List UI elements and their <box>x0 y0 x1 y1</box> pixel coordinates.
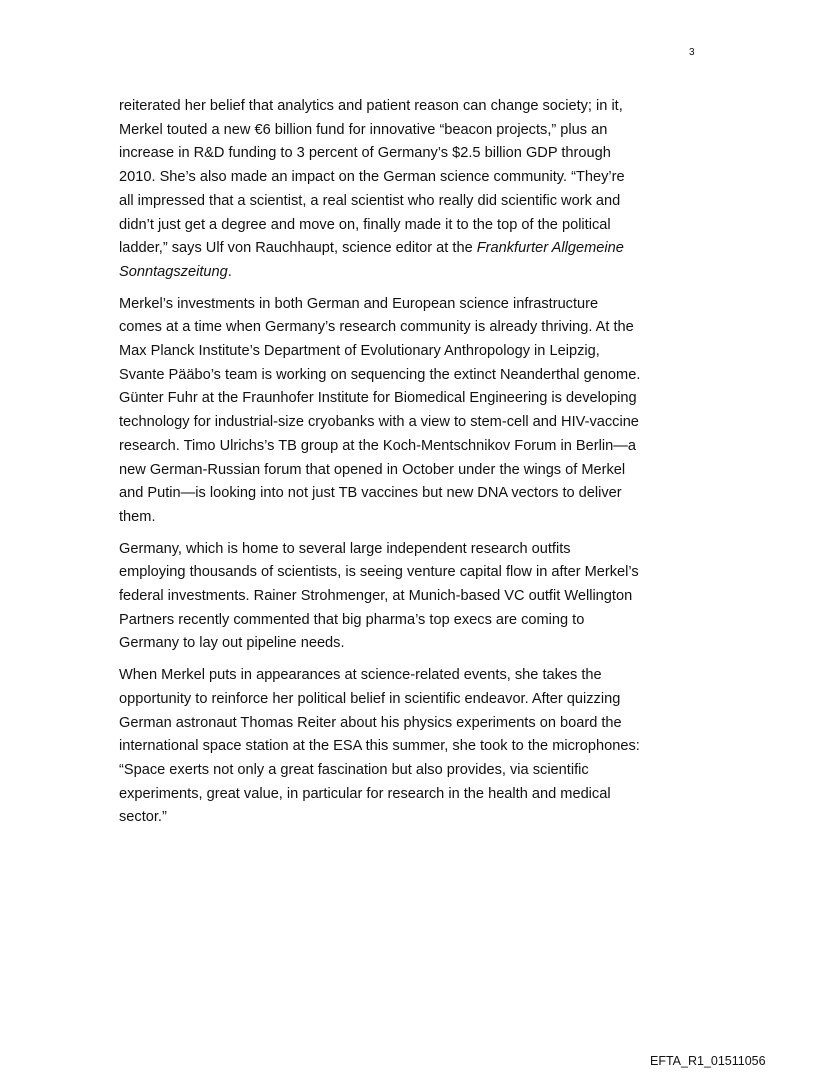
text-line <box>119 261 707 285</box>
text-line: didn’t just get a degree and move on, finally made it to the top of the political <box>119 216 611 233</box>
text-line: research. Timo Ulrichs’s TB group at the Koch-Mentschnikov Forum in Berlin—a <box>119 437 636 454</box>
text-line: Germany, which is home to several large independent research outfits <box>119 540 571 557</box>
text-line: Germany to lay out pipeline needs. <box>119 635 345 652</box>
text-line: German astronaut Thomas Reiter about his physics experiments on board the <box>119 714 622 731</box>
document-id: EFTA_R1_01511056 <box>650 1054 766 1068</box>
page-number: 3 <box>689 47 695 58</box>
text-line: “Space exerts not only a great fascination but also provides, via scientific <box>119 761 589 778</box>
text-line: and Putin—is looking into not just TB vaccines but new DNA vectors to deliver <box>119 485 622 502</box>
text-line: all impressed that a scientist, a real scientist who really did scientific work and <box>119 192 621 209</box>
text-line: experiments, great value, in particular for research in the health and medical <box>119 785 611 802</box>
paragraph-4 <box>119 664 707 830</box>
text-segment: ladder,” says Ulf von Rauchhaupt, science editor at the <box>119 240 477 257</box>
text-line: When Merkel puts in appearances at science-related events, she takes the <box>119 667 602 684</box>
text-line: Partners recently commented that big pharma’s top execs are coming to <box>119 611 585 628</box>
text-segment: . <box>227 263 232 280</box>
text-line: Merkel touted a new €6 billion fund for innovative “beacon projects,” plus an <box>119 121 608 138</box>
newspaper-name: Frankfurter Allgemeine <box>476 240 624 257</box>
text-line: Günter Fuhr at the Fraunhofer Institute for Biomedical Engineering is developing <box>119 390 637 407</box>
text-line: reiterated her belief that analytics and patient reason can change society; in it, <box>119 98 623 114</box>
text-line: them. <box>119 508 156 525</box>
document-body <box>119 95 707 838</box>
text-line: sector.” <box>119 809 167 826</box>
text-line: federal investments. Rainer Strohmenger, at Munich-based VC outfit Wellington <box>119 588 633 605</box>
text-line: Svante Pääbo’s team is working on sequencing the extinct Neanderthal genome. <box>119 366 641 383</box>
text-line: Merkel’s investments in both German and European science infrastructure <box>119 295 599 312</box>
paragraph-1 <box>119 95 707 285</box>
text-line: 2010. She’s also made an impact on the German science community. “They’re <box>119 169 625 186</box>
text-line: technology for industrial-size cryobanks with a view to stem-cell and HIV-vaccine <box>119 414 639 431</box>
text-line: comes at a time when Germany’s research community is already thriving. At the <box>119 319 634 336</box>
text-line: Max Planck Institute’s Department of Evolutionary Anthropology in Leipzig, <box>119 343 600 360</box>
text-line: new German-Russian forum that opened in October under the wings of Merkel <box>119 461 626 478</box>
text-line: international space station at the ESA this summer, she took to the microphones: <box>119 738 640 755</box>
text-line: increase in R&D funding to 3 percent of Germany’s $2.5 billion GDP through <box>119 145 611 162</box>
paragraph-2 <box>119 293 707 530</box>
text-line: opportunity to reinforce her political belief in scientific endeavor. After quizzing <box>119 690 621 707</box>
text-line <box>119 237 707 261</box>
text-line: employing thousands of scientists, is seeing venture capital flow in after Merkel’s <box>119 564 639 581</box>
paragraph-3 <box>119 538 707 657</box>
newspaper-name-continued: Sonntagszeitung <box>119 263 228 280</box>
